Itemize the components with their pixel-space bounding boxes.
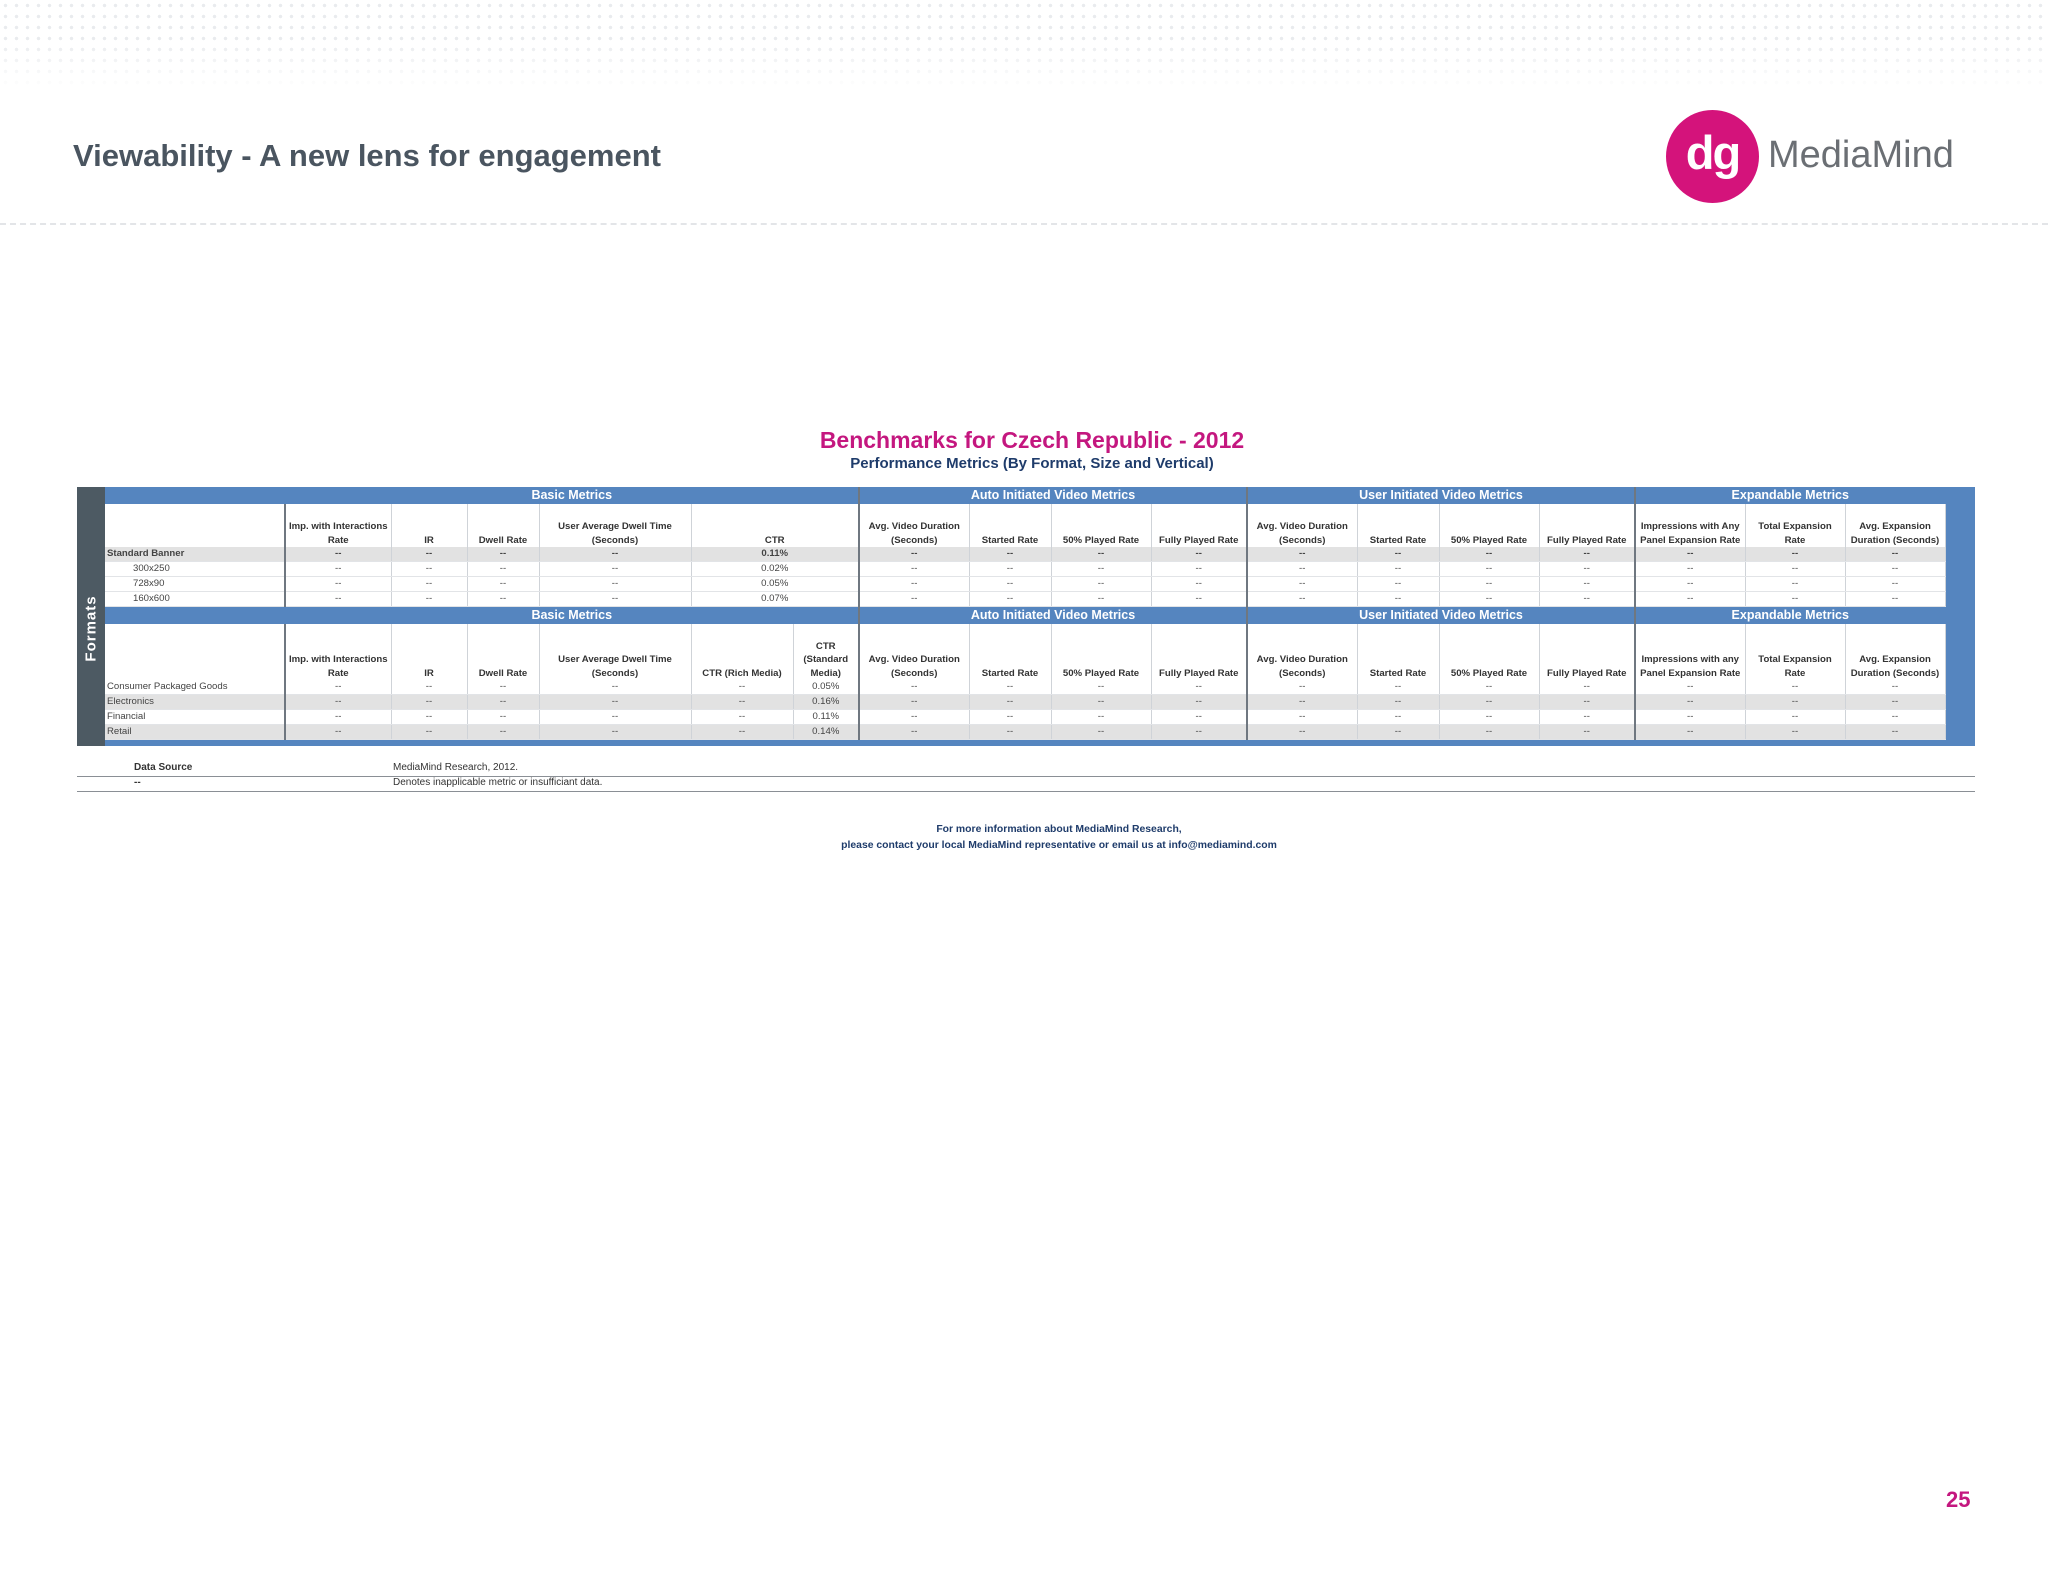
metric-value: -- <box>1845 695 1945 710</box>
metric-value: -- <box>391 547 467 562</box>
metric-value: -- <box>539 592 691 607</box>
row-label: Financial <box>105 710 285 725</box>
metric-value: -- <box>1539 710 1635 725</box>
metric-value: -- <box>1357 562 1439 577</box>
metric-value: 0.07% <box>691 592 859 607</box>
metric-value: -- <box>691 710 793 725</box>
row-label: 300x250 <box>105 562 285 577</box>
metric-value: -- <box>1635 547 1745 562</box>
column-header: CTR (Rich Media) <box>691 624 793 680</box>
column-header <box>105 624 285 680</box>
metric-value: -- <box>1051 725 1151 740</box>
metric-value: -- <box>969 680 1051 695</box>
metric-value: -- <box>285 710 391 725</box>
footnote-value: MediaMind Research, 2012. <box>393 762 519 773</box>
metric-value: -- <box>285 725 391 740</box>
column-header: IR <box>391 504 467 547</box>
metric-value: -- <box>1151 562 1247 577</box>
metric-value: -- <box>1247 710 1357 725</box>
metric-value: -- <box>1051 695 1151 710</box>
metric-group-header: Basic Metrics <box>285 487 859 504</box>
metric-value: -- <box>1539 577 1635 592</box>
metric-value: -- <box>1635 592 1745 607</box>
metric-value: -- <box>391 725 467 740</box>
metric-value: -- <box>969 577 1051 592</box>
column-header: Total Expansion Rate <box>1745 624 1845 680</box>
metric-value: -- <box>1439 577 1539 592</box>
metric-value: -- <box>1845 710 1945 725</box>
header-fade <box>0 40 2048 90</box>
contact-info <box>0 822 2048 854</box>
metric-value: -- <box>1247 695 1357 710</box>
metric-value: -- <box>859 695 969 710</box>
metric-value: -- <box>1635 562 1745 577</box>
metric-value: -- <box>1745 562 1845 577</box>
metric-value: -- <box>969 695 1051 710</box>
benchmark-table <box>77 487 1975 746</box>
column-header: Started Rate <box>969 624 1051 680</box>
metric-value: -- <box>1051 547 1151 562</box>
column-header: Fully Played Rate <box>1539 504 1635 547</box>
metric-value: -- <box>1439 562 1539 577</box>
row-label: Standard Banner <box>105 547 285 562</box>
metric-value: -- <box>1357 592 1439 607</box>
column-header: 50% Played Rate <box>1439 624 1539 680</box>
metric-value: -- <box>1539 680 1635 695</box>
metric-value: -- <box>539 547 691 562</box>
column-header: Avg. Video Duration (Seconds) <box>1247 504 1357 547</box>
column-header: User Average Dwell Time (Seconds) <box>539 504 691 547</box>
metric-value: -- <box>859 592 969 607</box>
column-header: CTR (Standard Media) <box>793 624 859 680</box>
metric-value: -- <box>285 562 391 577</box>
column-header: Total Expansion Rate <box>1745 504 1845 547</box>
metric-value: -- <box>539 695 691 710</box>
metric-value: -- <box>467 577 539 592</box>
metric-value: -- <box>1845 562 1945 577</box>
metric-group-header: User Initiated Video Metrics <box>1247 487 1635 504</box>
column-header: Avg. Video Duration (Seconds) <box>859 624 969 680</box>
metric-value: -- <box>1051 577 1151 592</box>
metric-value: -- <box>1539 547 1635 562</box>
metric-group-header: User Initiated Video Metrics <box>1247 607 1635 625</box>
slide-title: Viewability - A new lens for engagement <box>73 138 661 173</box>
metric-value: -- <box>1247 680 1357 695</box>
metric-value: -- <box>1635 577 1745 592</box>
group-spacer <box>105 607 285 625</box>
metric-value: -- <box>969 592 1051 607</box>
logo-text: MediaMind <box>1768 134 1954 176</box>
header-divider <box>0 223 2048 225</box>
column-header: 50% Played Rate <box>1051 504 1151 547</box>
mediamind-logo <box>1666 110 1966 204</box>
metric-value: -- <box>859 562 969 577</box>
metric-value: -- <box>859 577 969 592</box>
table-row <box>105 710 1945 725</box>
metric-value: -- <box>1151 592 1247 607</box>
metric-group-row <box>105 607 1945 625</box>
report-title: Benchmarks for Czech Republic - 2012 <box>819 427 1245 453</box>
metric-value: -- <box>1845 547 1945 562</box>
metric-value: -- <box>285 695 391 710</box>
column-header: Dwell Rate <box>467 504 539 547</box>
column-header-row <box>105 504 1945 547</box>
metrics-table <box>105 487 1946 740</box>
metric-group-header: Auto Initiated Video Metrics <box>859 607 1247 625</box>
metric-value: -- <box>1439 547 1539 562</box>
metric-value: -- <box>1357 710 1439 725</box>
metric-value: -- <box>1635 695 1745 710</box>
metric-value: -- <box>1151 577 1247 592</box>
metric-value: -- <box>1439 710 1539 725</box>
metric-value: -- <box>969 562 1051 577</box>
metric-value: -- <box>467 547 539 562</box>
metric-value: -- <box>1439 592 1539 607</box>
group-spacer <box>105 487 285 504</box>
table-row <box>105 695 1945 710</box>
row-label: Consumer Packaged Goods <box>105 680 285 695</box>
metric-value: -- <box>1745 695 1845 710</box>
metric-value: -- <box>285 680 391 695</box>
metric-value: -- <box>1247 547 1357 562</box>
column-header: Started Rate <box>1357 624 1439 680</box>
column-header: Imp. with Interactions Rate <box>285 504 391 547</box>
column-header <box>105 504 285 547</box>
metric-value: -- <box>1357 695 1439 710</box>
metric-value: -- <box>859 680 969 695</box>
footnote-key: -- <box>134 777 141 788</box>
table-row <box>105 725 1945 740</box>
metric-value: -- <box>539 680 691 695</box>
column-header: 50% Played Rate <box>1439 504 1539 547</box>
column-header: Avg. Video Duration (Seconds) <box>1247 624 1357 680</box>
metric-value: -- <box>391 592 467 607</box>
metric-value: -- <box>1539 725 1635 740</box>
metric-value: -- <box>285 577 391 592</box>
metric-value: -- <box>1845 577 1945 592</box>
metric-value: -- <box>859 725 969 740</box>
table-row <box>105 547 1945 562</box>
metric-value: -- <box>1051 562 1151 577</box>
metric-value: -- <box>391 577 467 592</box>
metric-value: -- <box>467 725 539 740</box>
metric-value: -- <box>1635 680 1745 695</box>
metric-value: -- <box>1745 710 1845 725</box>
metric-value: 0.16% <box>793 695 859 710</box>
metric-value: -- <box>1539 695 1635 710</box>
metric-value: -- <box>1539 562 1635 577</box>
metric-value: -- <box>1635 725 1745 740</box>
metric-value: -- <box>1051 592 1151 607</box>
metric-value: -- <box>285 547 391 562</box>
column-header-row <box>105 624 1945 680</box>
metric-group-header: Auto Initiated Video Metrics <box>859 487 1247 504</box>
logo-mark: dg <box>1666 110 1759 203</box>
column-header: Fully Played Rate <box>1539 624 1635 680</box>
metric-value: -- <box>969 710 1051 725</box>
column-header: CTR <box>691 504 859 547</box>
row-label: 160x600 <box>105 592 285 607</box>
metric-value: -- <box>539 562 691 577</box>
metric-value: 0.05% <box>793 680 859 695</box>
metric-value: -- <box>1357 725 1439 740</box>
metric-value: -- <box>1357 577 1439 592</box>
metric-value: -- <box>859 547 969 562</box>
footnote-value: Denotes inapplicable metric or insufficiant data. <box>393 777 603 788</box>
metric-value: -- <box>391 562 467 577</box>
table-row <box>105 562 1945 577</box>
metric-value: -- <box>467 592 539 607</box>
metric-value: 0.05% <box>691 577 859 592</box>
metric-group-header: Expandable Metrics <box>1635 487 1945 504</box>
metric-value: -- <box>391 680 467 695</box>
column-header: Imp. with Interactions Rate <box>285 624 391 680</box>
metric-value: -- <box>1247 562 1357 577</box>
metric-value: 0.11% <box>793 710 859 725</box>
metric-value: -- <box>539 577 691 592</box>
page-number: 25 <box>1946 1487 1971 1512</box>
table-row <box>105 577 1945 592</box>
contact-line-2: please contact your local MediaMind representative or email us at info@mediamind.com <box>841 840 1277 851</box>
metric-value: -- <box>1439 725 1539 740</box>
metric-value: 0.02% <box>691 562 859 577</box>
column-header: IR <box>391 624 467 680</box>
column-header: Fully Played Rate <box>1151 504 1247 547</box>
metric-value: 0.14% <box>793 725 859 740</box>
metric-value: -- <box>1357 680 1439 695</box>
metric-value: -- <box>691 725 793 740</box>
metric-group-row <box>105 487 1945 504</box>
column-header: Impressions with any Panel Expansion Rate <box>1635 624 1745 680</box>
formats-label: Formats <box>82 595 100 662</box>
metric-value: -- <box>285 592 391 607</box>
metric-value: -- <box>1151 695 1247 710</box>
metric-value: -- <box>1151 710 1247 725</box>
metric-value: -- <box>391 710 467 725</box>
metric-value: -- <box>467 695 539 710</box>
column-header: Avg. Video Duration (Seconds) <box>859 504 969 547</box>
metric-value: -- <box>1151 725 1247 740</box>
metric-value: -- <box>969 547 1051 562</box>
metric-value: -- <box>859 710 969 725</box>
table-row <box>105 592 1945 607</box>
metric-value: -- <box>1051 680 1151 695</box>
metric-value: -- <box>1845 725 1945 740</box>
metric-value: -- <box>1247 725 1357 740</box>
metric-group-header: Basic Metrics <box>285 607 859 625</box>
metric-value: -- <box>1051 710 1151 725</box>
metric-value: -- <box>1745 547 1845 562</box>
metric-value: -- <box>467 680 539 695</box>
metric-value: -- <box>1745 592 1845 607</box>
column-header: User Average Dwell Time (Seconds) <box>539 624 691 680</box>
metric-value: -- <box>539 710 691 725</box>
column-header: 50% Played Rate <box>1051 624 1151 680</box>
metric-value: -- <box>691 695 793 710</box>
row-label: Retail <box>105 725 285 740</box>
column-header: Dwell Rate <box>467 624 539 680</box>
metric-value: -- <box>1247 577 1357 592</box>
metric-value: -- <box>1539 592 1635 607</box>
contact-line-1: For more information about MediaMind Research, <box>936 824 1182 835</box>
metric-value: -- <box>969 725 1051 740</box>
metric-value: -- <box>1845 680 1945 695</box>
footnote-key: Data Source <box>134 762 193 773</box>
metric-value: -- <box>1151 547 1247 562</box>
formats-sidebar <box>77 487 105 746</box>
table-row <box>105 680 1945 695</box>
metric-value: -- <box>467 710 539 725</box>
column-header: Impressions with Any Panel Expansion Rate <box>1635 504 1745 547</box>
metric-value: -- <box>539 725 691 740</box>
metric-value: -- <box>1745 680 1845 695</box>
metric-value: -- <box>1151 680 1247 695</box>
column-header: Fully Played Rate <box>1151 624 1247 680</box>
metric-value: 0.11% <box>691 547 859 562</box>
row-label: 728x90 <box>105 577 285 592</box>
column-header: Avg. Expansion Duration (Seconds) <box>1845 504 1945 547</box>
metric-value: -- <box>1845 592 1945 607</box>
footnote-row <box>77 777 1975 792</box>
footnote-row <box>77 762 1975 777</box>
report-subtitle: Performance Metrics (By Format, Size and Vertical) <box>850 455 1214 472</box>
metric-value: -- <box>1247 592 1357 607</box>
metric-value: -- <box>1439 680 1539 695</box>
column-header: Avg. Expansion Duration (Seconds) <box>1845 624 1945 680</box>
metric-value: -- <box>467 562 539 577</box>
metric-value: -- <box>691 680 793 695</box>
row-label: Electronics <box>105 695 285 710</box>
column-header: Started Rate <box>1357 504 1439 547</box>
metric-value: -- <box>1745 725 1845 740</box>
metric-value: -- <box>391 695 467 710</box>
metric-value: -- <box>1357 547 1439 562</box>
metric-value: -- <box>1439 695 1539 710</box>
metric-group-header: Expandable Metrics <box>1635 607 1945 625</box>
metric-value: -- <box>1635 710 1745 725</box>
column-header: Started Rate <box>969 504 1051 547</box>
metric-value: -- <box>1745 577 1845 592</box>
